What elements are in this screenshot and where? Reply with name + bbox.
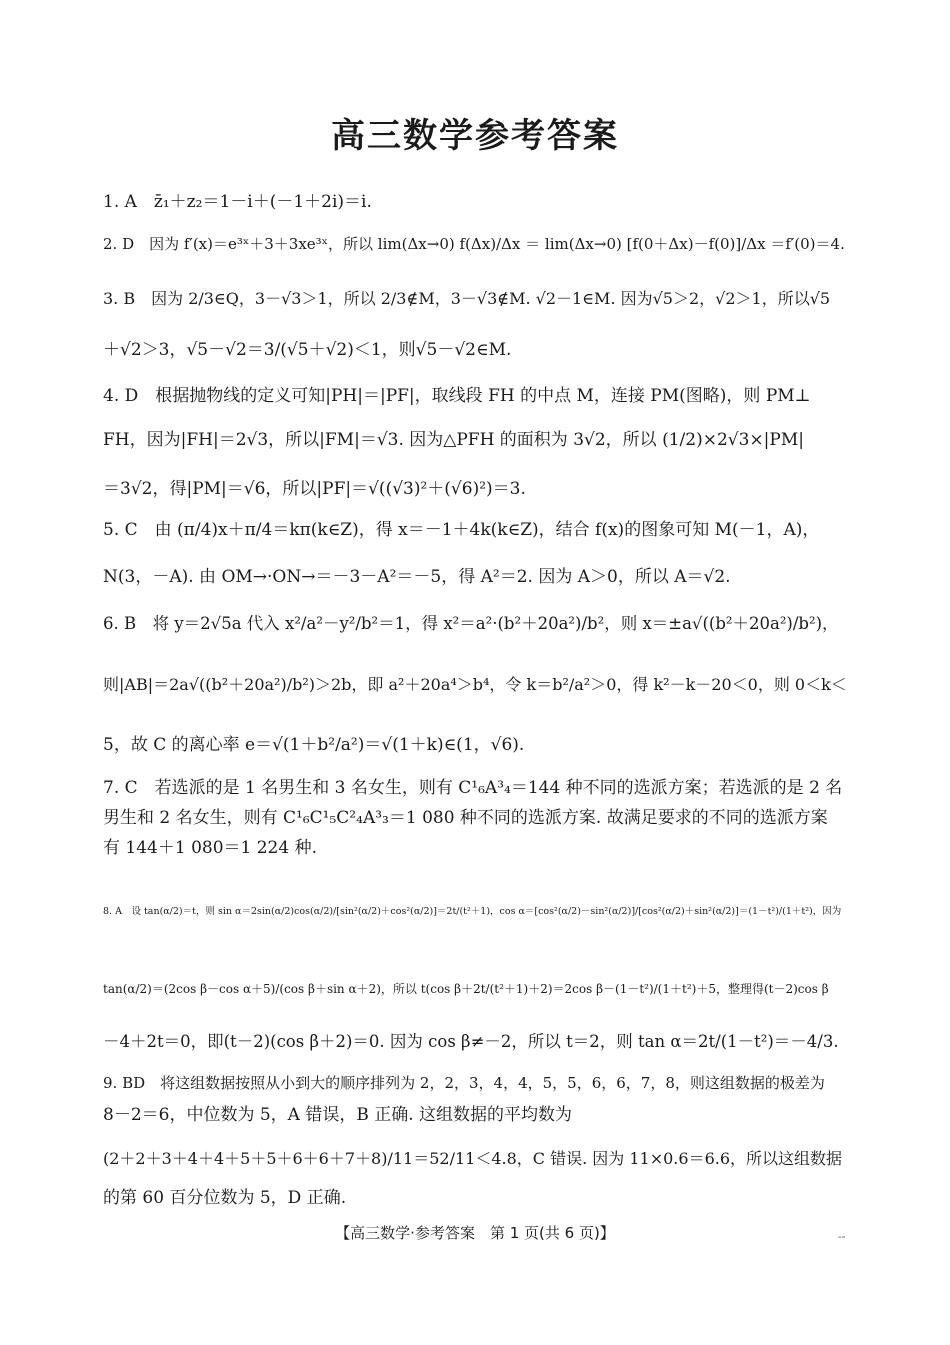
answer-1-line-1: 1. A z̄₁＋z₂＝1－i＋(－1＋2i)＝i. xyxy=(103,192,372,212)
page-footer: 【高三数学·参考答案 第 1 页(共 6 页)】 xyxy=(335,1224,615,1242)
answer-8-line-1: 8. A 设 tan(α/2)＝t，则 sin α＝2sin(α/2)cos(α/2)/[sin²(α/2)＋cos²(α/2)]＝2t/(t²＋1)，cos α＝[cos²(α/2)－sin²(α/2)]/[cos²(α/2)＋sin²(α/2)]＝(1－t²)/(1＋t²)，因为 xyxy=(103,906,842,917)
answer-8-line-3: －4＋2t＝0，即(t－2)(cos β＋2)＝0. 因为 cos β≠－2，所以 t＝2，则 tan α＝2t/(1－t²)＝－4/3. xyxy=(103,1032,839,1051)
answer-6-line-3: 5，故 C 的离心率 e＝√(1＋b²/a²)＝√(1＋k)∈(1，√6). xyxy=(103,735,525,755)
answer-2-line-1: 2. D 因为 f′(x)＝e³ˣ＋3＋3xe³ˣ，所以 lim(Δx→0) f(Δx)/Δx ＝ lim(Δx→0) [f(0＋Δx)－f(0)]/Δx ＝f′(0)＝4. xyxy=(103,235,845,253)
page-title: 高三数学参考答案 xyxy=(331,116,619,156)
answer-9-line-4: 的第 60 百分位数为 5，D 正确. xyxy=(103,1188,347,1208)
answer-6-line-2: 则|AB|＝2a√((b²＋20a²)/b²)＞2b，即 a²＋20a⁴＞b⁴，令 k＝b²/a²＞0，得 k²－k－20＜0，则 0＜k＜ xyxy=(103,675,847,694)
answer-4-line-2: FH，因为|FH|＝2√3，所以|FM|＝√3. 因为△PFH 的面积为 3√2，所以 (1/2)×2√3×|PM| xyxy=(103,430,804,450)
answer-4-line-1: 4. D 根据抛物线的定义可知|PH|＝|PF|，取线段 FH 的中点 M，连接 PM(图略)，则 PM⊥ xyxy=(103,386,811,406)
answer-8-line-2: tan(α/2)＝(2cos β－cos α＋5)/(cos β＋sin α＋2)，所以 t(cos β＋2t/(t²＋1)＋2)＝2cos β－(1－t²)/(1＋t²)＋5，整理得(t－2)cos β xyxy=(103,982,829,996)
answer-9-line-2: 8－2＝6，中位数为 5，A 错误，B 正确. 这组数据的平均数为 xyxy=(103,1105,573,1125)
answer-5-line-1: 5. C 由 (π/4)x＋π/4＝kπ(k∈Z)，得 x＝－1＋4k(k∈Z)，结合 f(x)的图象可知 M(－1，A)， xyxy=(103,520,820,540)
answer-9-line-1: 9. BD 将这组数据按照从小到大的顺序排列为 2，2，3，4，4，5，5，6，6，7，8，则这组数据的极差为 xyxy=(103,1074,825,1092)
answer-9-line-3: (2＋2＋3＋4＋4＋5＋5＋6＋6＋7＋8)/11＝52/11＜4.8，C 错误. 因为 11×0.6＝6.6，所以这组数据 xyxy=(103,1149,843,1168)
answer-3-line-2: ＋√2＞3，√5－√2＝3/(√5＋√2)＜1，则√5－√2∈M. xyxy=(103,340,512,360)
corner-mark: -- xyxy=(838,1230,846,1243)
answer-7-line-1: 7. C 若选派的是 1 名男生和 3 名女生，则有 C¹₆A³₄＝144 种不同的选派方案；若选派的是 2 名 xyxy=(103,778,843,798)
answer-5-line-2: N(3，－A). 由 OM→·ON→＝－3－A²＝－5，得 A²＝2. 因为 A＞0，所以 A＝√2. xyxy=(103,567,731,587)
answer-3-line-1: 3. B 因为 2/3∈Q，3－√3＞1，所以 2/3∉M，3－√3∉M. √2－1∈M. 因为√5＞2，√2＞1，所以√5 xyxy=(103,289,831,308)
answer-7-line-2: 男生和 2 名女生，则有 C¹₆C¹₅C²₄A³₃＝1 080 种不同的选派方案. 故满足要求的不同的选派方案 xyxy=(103,808,828,828)
answer-4-line-3: ＝3√2，得|PM|＝√6，所以|PF|＝√((√3)²＋(√6)²)＝3. xyxy=(103,479,526,499)
answer-7-line-3: 有 144＋1 080＝1 224 种. xyxy=(103,838,317,858)
answer-6-line-1: 6. B 将 y＝2√5a 代入 x²/a²－y²/b²＝1，得 x²＝a²·(b²＋20a²)/b²，则 x＝±a√((b²＋20a²)/b²)， xyxy=(103,614,839,633)
